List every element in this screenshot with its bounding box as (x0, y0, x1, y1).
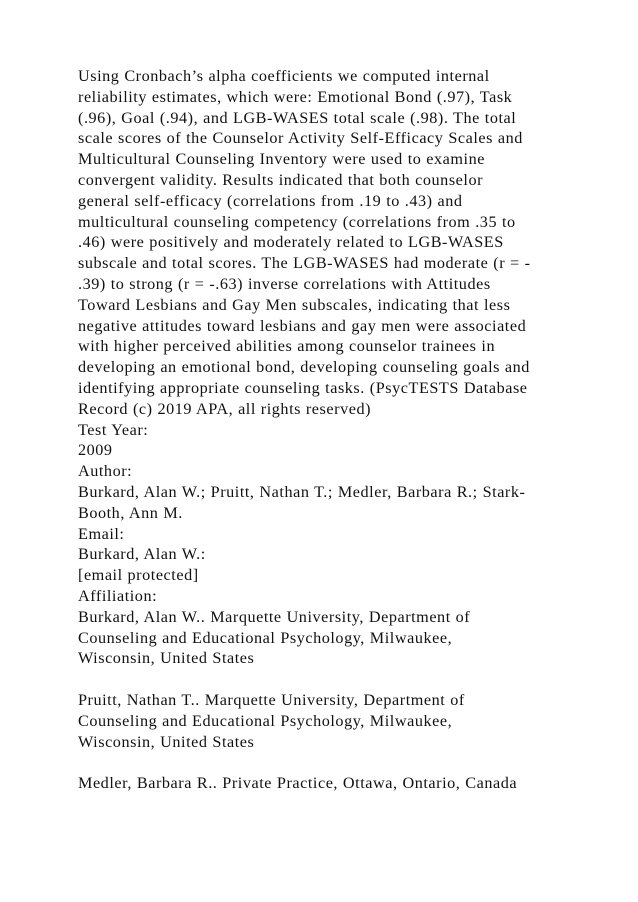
author-label: Author: (78, 462, 133, 481)
affiliation-entry (78, 773, 578, 794)
abstract-line: reliability estimates, which were: Emotional Bond (.97), Task (78, 87, 513, 106)
affiliation-entry (78, 607, 578, 669)
abstract-line: .46) were positively and moderately related to LGB-WASES (78, 233, 504, 252)
paragraph-gap (78, 752, 578, 773)
abstract-line: Using Cronbach’s alpha coefficients we computed internal (78, 67, 490, 85)
affiliation-line: Wisconsin, United States (78, 732, 255, 751)
abstract-line: Toward Lesbians and Gay Men subscales, indicating that less (78, 295, 511, 314)
email-label: Email: (78, 524, 125, 543)
abstract-line: with higher perceived abilities among counselor trainees in (78, 337, 496, 356)
abstract-line: multicultural counseling competency (correlations from .35 to (78, 212, 516, 231)
abstract-line: .39) to strong (r = -.63) inverse correlations with Attitudes (78, 274, 491, 293)
abstract-line: (.96), Goal (.94), and LGB-WASES total scale (.98). The total (78, 108, 517, 127)
abstract-line: Record (c) 2019 APA, all rights reserved) (78, 399, 372, 418)
abstract-line: identifying appropriate counseling tasks. (PsycTESTS Database (78, 378, 528, 397)
abstract-line: convergent validity. Results indicated that both counselor (78, 170, 484, 189)
document-page (78, 66, 578, 794)
author-line: Burkard, Alan W.; Pruitt, Nathan T.; Medler, Barbara R.; Stark- (78, 482, 526, 501)
abstract-line: subscale and total scores. The LGB-WASES had moderate (r = - (78, 254, 531, 273)
test-year-label: Test Year: (78, 420, 149, 439)
affiliation-entry (78, 690, 578, 752)
affiliation-line: Wisconsin, United States (78, 649, 255, 668)
abstract-line: developing an emotional bond, developing counseling goals and (78, 358, 530, 377)
affiliation-label: Affiliation: (78, 586, 158, 605)
test-year-value: 2009 (78, 441, 113, 460)
email-value: [email protected] (78, 566, 199, 585)
author-line: Booth, Ann M. (78, 503, 183, 522)
abstract-line: general self-efficacy (correlations from .19 to .43) and (78, 191, 463, 210)
paragraph-gap (78, 669, 578, 690)
affiliation-line: Counseling and Educational Psychology, Milwaukee, (78, 711, 453, 730)
abstract-line: Multicultural Counseling Inventory were used to examine (78, 150, 485, 169)
affiliation-line: Counseling and Educational Psychology, Milwaukee, (78, 628, 453, 647)
abstract-line: negative attitudes toward lesbians and gay men were associated (78, 316, 527, 335)
affiliation-line: Medler, Barbara R.. Private Practice, Ottawa, Ontario, Canada (78, 774, 518, 793)
email-name: Burkard, Alan W.: (78, 545, 206, 564)
abstract-paragraph (78, 66, 578, 420)
affiliation-line: Burkard, Alan W.. Marquette University, Department of (78, 607, 471, 626)
abstract-line: scale scores of the Counselor Activity Self-Efficacy Scales and (78, 129, 523, 148)
affiliation-line: Pruitt, Nathan T.. Marquette University, Department of (78, 690, 465, 709)
